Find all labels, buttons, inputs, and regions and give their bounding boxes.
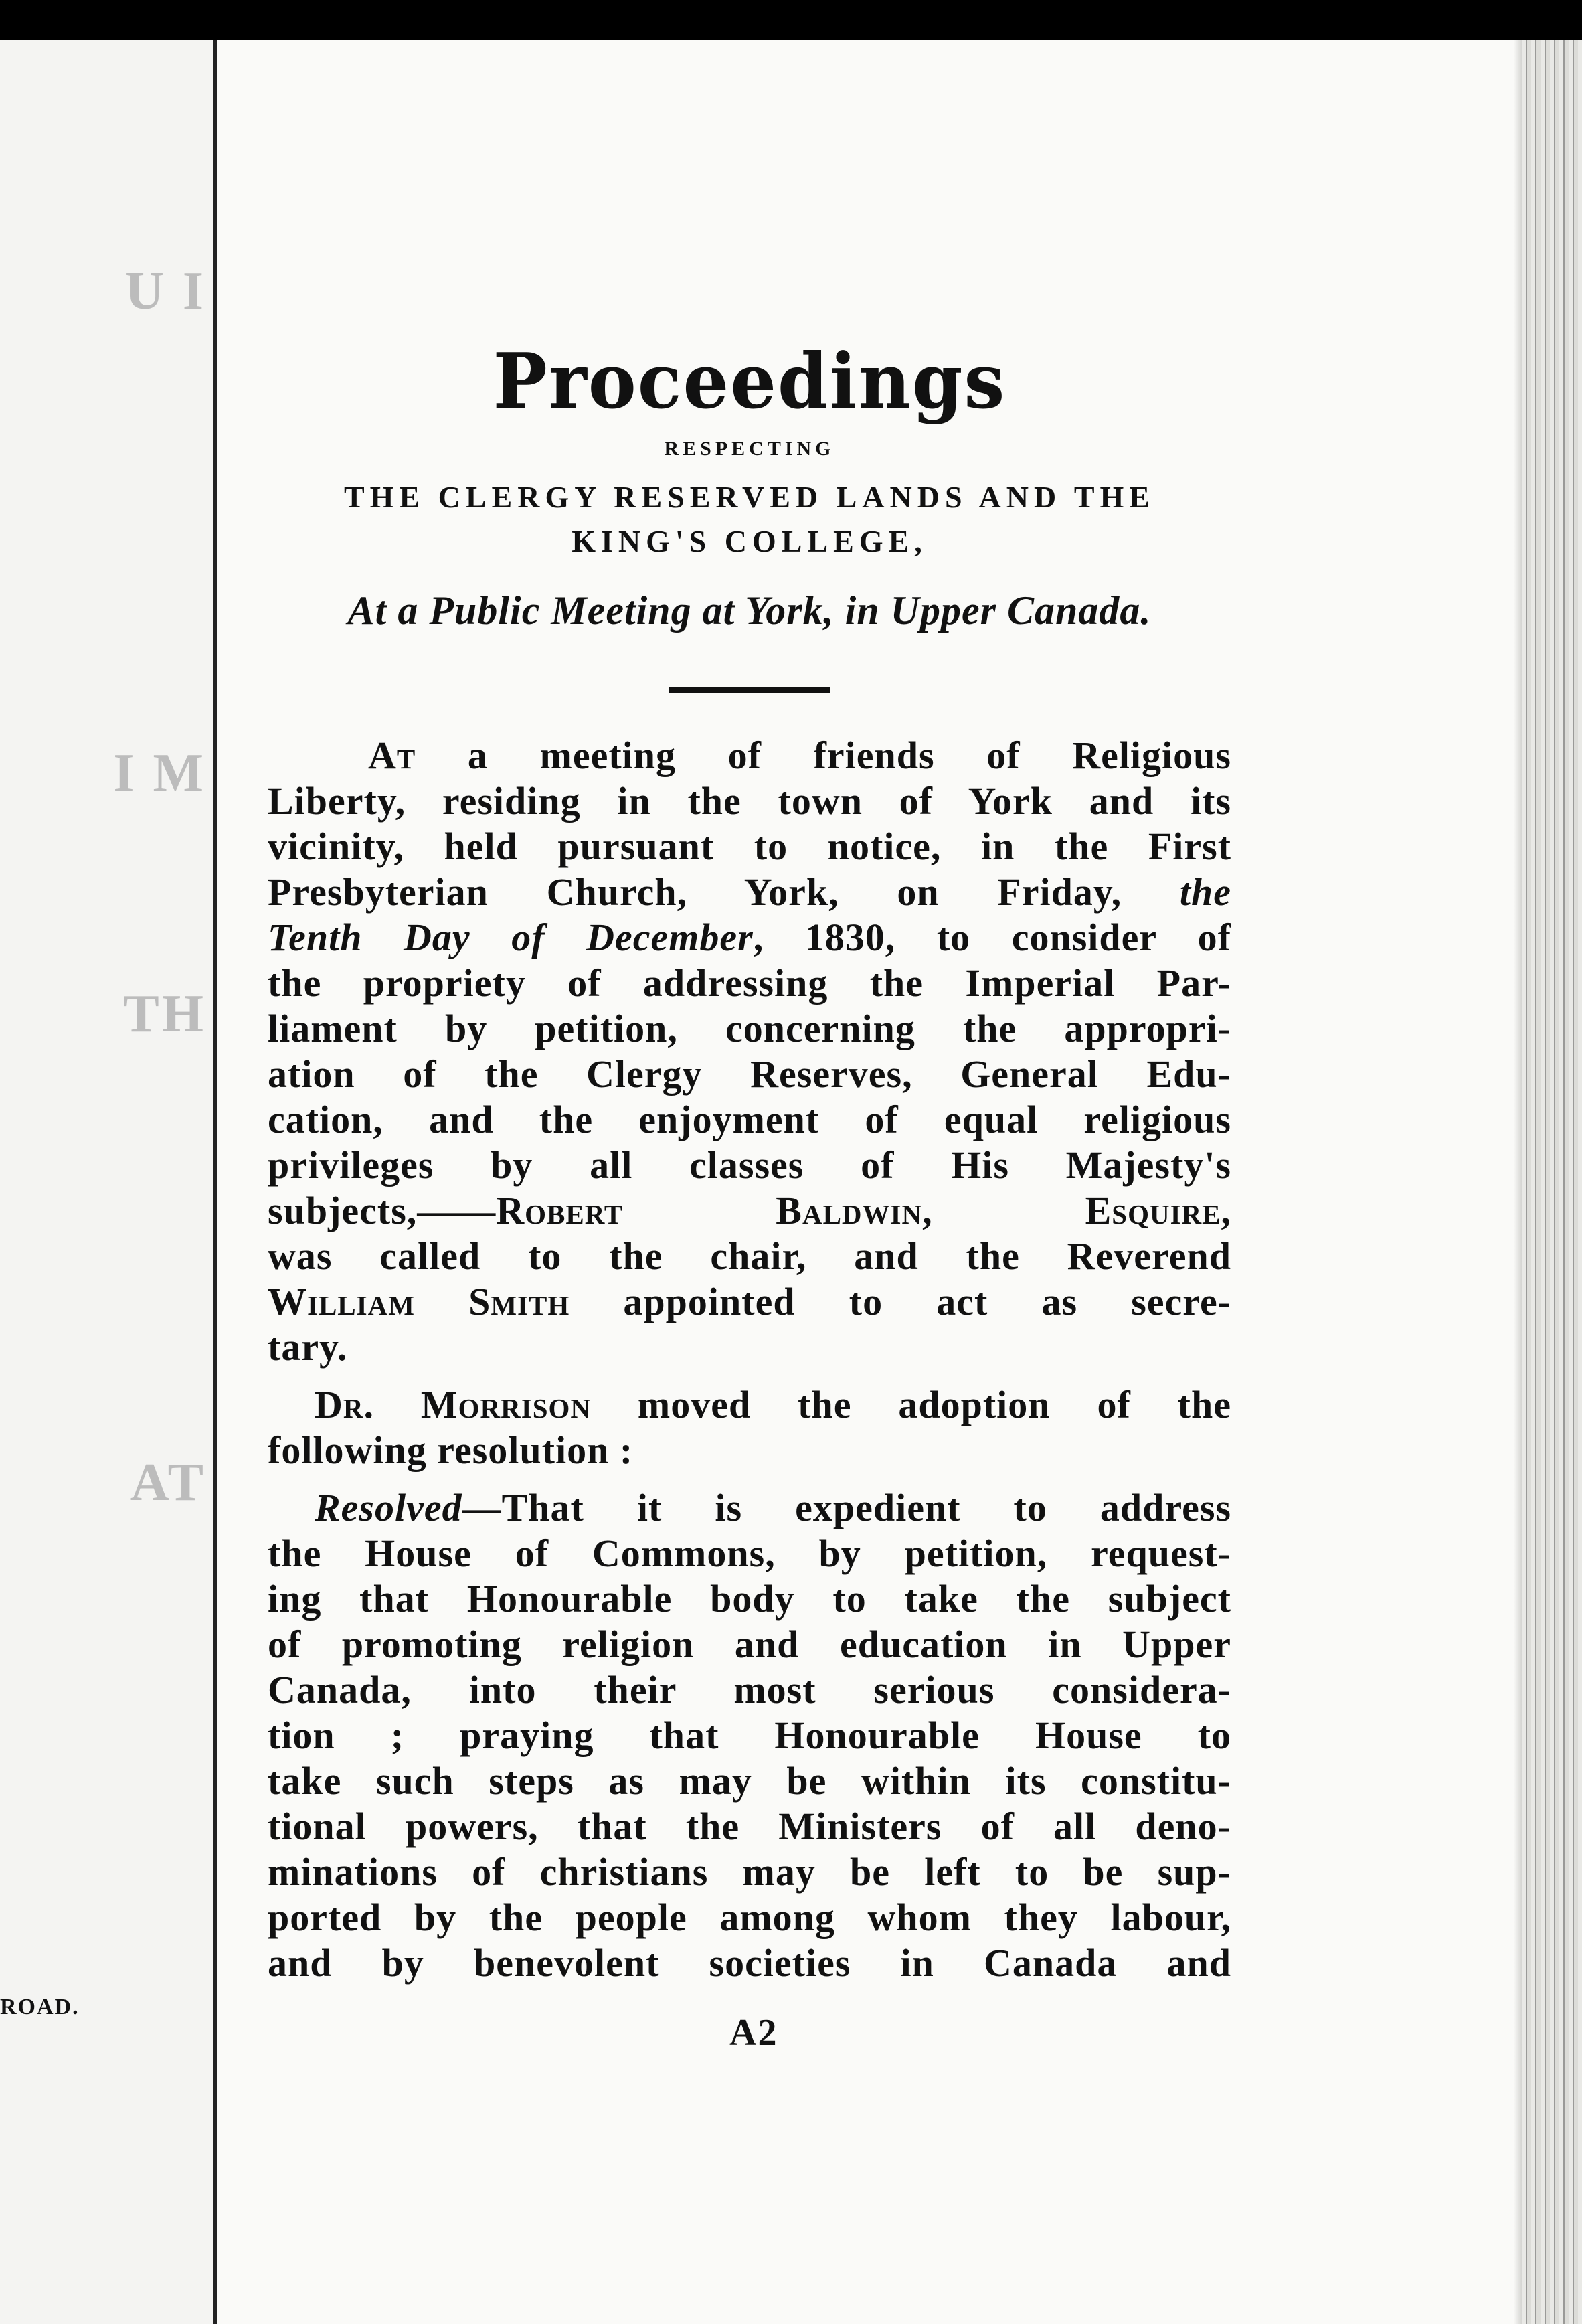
document-title: Proceedings [493,337,1006,426]
chair-name: Robert Baldwin, Esquire [496,1189,1221,1232]
paragraph-gap [268,1370,1231,1382]
text-line: privileges by all classes of His Majesty's [268,1143,1231,1187]
text-line: the propriety of addressing the Imperial Par- [268,961,1231,1005]
heading-line-1: THE CLERGY RESERVED LANDS AND THE [344,480,1155,514]
document-subtitle: At a Public Meeting at York, in Upper Canada. [347,588,1152,633]
text-span: , [1221,1189,1231,1232]
mover-name: Dr. Morrison [315,1383,592,1426]
text-line: of promoting religion and education in Upper [268,1623,1231,1666]
text-line: tion ; praying that Honourable House to [268,1714,1231,1757]
document-heading [268,475,1231,564]
text-span: —That it is expedient to address [462,1486,1231,1529]
text-line: tary. [268,1325,348,1369]
text-line: cation, and the enjoyment of equal religious [268,1098,1231,1141]
text-line: tional powers, that the Ministers of all deno- [268,1805,1231,1848]
text-line: take such steps as may be within its constitu- [268,1759,1231,1803]
paragraph-meeting [268,733,1231,1370]
facing-page-fragment: U I [125,262,206,321]
text-line: minations of christians may be left to be sup- [268,1850,1231,1894]
text-span: moved the adoption of the [591,1383,1231,1426]
text-span: a meeting of friends of Religious [416,734,1231,777]
facing-page-fragment: I M [113,744,206,803]
facing-page-road-text: ROAD. [0,1995,80,2019]
text-line: following resolution : [268,1428,634,1472]
page-stack-edge [1522,40,1582,2324]
heading-line-2: KING'S COLLEGE, [572,524,928,558]
document-body [268,335,1231,1986]
text-line: the House of Commons, by petition, request- [268,1531,1231,1575]
facing-page-fragment: TH [123,985,206,1044]
text-span: appointed to act as secre- [569,1280,1232,1323]
text-line: Canada, into their most serious considera- [268,1668,1231,1712]
signature-mark: A2 [729,2012,778,2054]
text-line: ation of the Clergy Reserves, General Edu- [268,1052,1231,1096]
paragraph-gap [268,1473,1231,1485]
paragraph-motion [268,1382,1231,1473]
text-line: ing that Honourable body to take the subject [268,1577,1231,1621]
secretary-name: William Smith [268,1280,570,1323]
drop-word: At [368,734,416,777]
facing-page [0,40,217,2324]
text-line: Liberty, residing in the town of York and its [268,779,1231,823]
text-line: liament by petition, concerning the appropri- [268,1007,1231,1050]
paragraph-resolution [268,1485,1231,1986]
resolved-label: Resolved [315,1486,462,1529]
italic-text: the [1179,870,1231,914]
italic-date: Tenth Day of December [268,916,754,959]
text-line: and by benevolent societies in Canada and [268,1941,1231,1985]
text-line: ported by the people among whom they labour, [268,1896,1231,1939]
facing-page-fragment: AT [130,1453,206,1512]
text-span: Presbyterian Church, York, on Friday, [268,870,1180,914]
title-rule [669,687,830,693]
text-line: vicinity, held pursuant to notice, in the First [268,825,1231,868]
text-line: was called to the chair, and the Reverend [268,1234,1231,1278]
text-span: , 1830, to consider of [753,916,1231,959]
respecting-label: RESPECTING [664,438,835,460]
text-span: subjects,—— [268,1189,497,1232]
